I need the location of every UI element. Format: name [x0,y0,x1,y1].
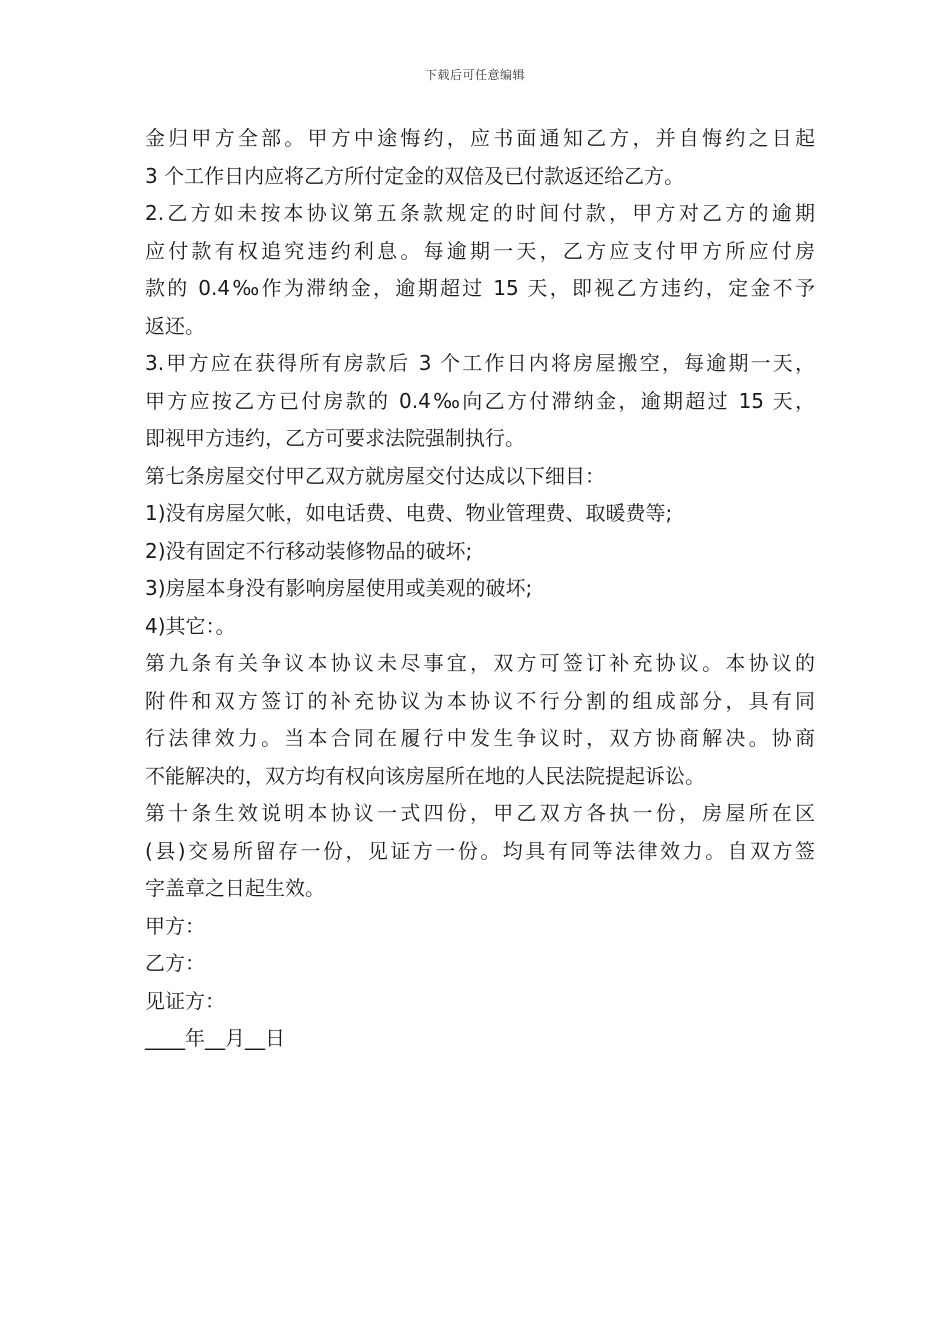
text-line: 不能解决的，双方均有权向该房屋所在地的人民法院提起诉讼。 [145,763,705,788]
text-line: 甲方： [145,913,205,938]
text-line: 甲方应按乙方已付房款的 0.4‰向乙方付滞纳金，逾期超过 15 天， [145,388,815,413]
text-line: ____年__月__日 [145,1026,285,1050]
text-line: 乙方： [145,951,205,975]
text-line: 3 个工作日内应将乙方所付定金的双倍及已付款返还给乙方。 [145,163,685,188]
text-line: 第十条生效说明本协议一式四份，甲乙双方各执一份，房屋所在区 [145,801,815,825]
text-line: 即视甲方违约，乙方可要求法院强制执行。 [145,426,525,450]
text-line: 款的 0.4‰作为滞纳金，逾期超过 15 天，即视乙方违约，定金不予 [145,276,815,300]
text-line: 2.乙方如未按本协议第五条款规定的时间付款，甲方对乙方的逾期 [145,201,815,225]
text-line: 字盖章之日起生效。 [145,876,325,900]
document-body [145,120,815,1058]
text-line: 行法律效力。当本合同在履行中发生争议时，双方协商解决。协商 [145,726,815,750]
text-line: 2)没有固定不行移动装修物品的破坏; [145,538,473,563]
text-line: 附件和双方签订的补充协议为本协议不行分割的组成部分，具有同 [145,688,815,713]
text-line: 见证方： [145,988,225,1013]
text-line: 3)房屋本身没有影响房屋使用或美观的破坏; [145,576,533,600]
text-line: (县)交易所留存一份，见证方一份。均具有同等法律效力。自双方签 [145,838,815,863]
text-line: 应付款有权追究违约利息。每逾期一天，乙方应支付甲方所应付房 [145,238,815,263]
text-line: 返还。 [145,313,205,338]
text-line: 第九条有关争议本协议未尽事宜，双方可签订补充协议。本协议的 [145,651,815,675]
text-line: 第七条房屋交付甲乙双方就房屋交付达成以下细目： [145,463,605,488]
text-line: 4)其它：。 [145,613,236,638]
page-header: 下载后可任意编辑 [424,68,525,82]
text-line: 3.甲方应在获得所有房款后 3 个工作日内将房屋搬空，每逾期一天， [145,351,815,375]
text-line: 1)没有房屋欠帐，如电话费、电费、物业管理费、取暖费等; [145,501,673,525]
text-line: 金归甲方全部。甲方中途悔约，应书面通知乙方，并自悔约之日起 [145,126,815,150]
